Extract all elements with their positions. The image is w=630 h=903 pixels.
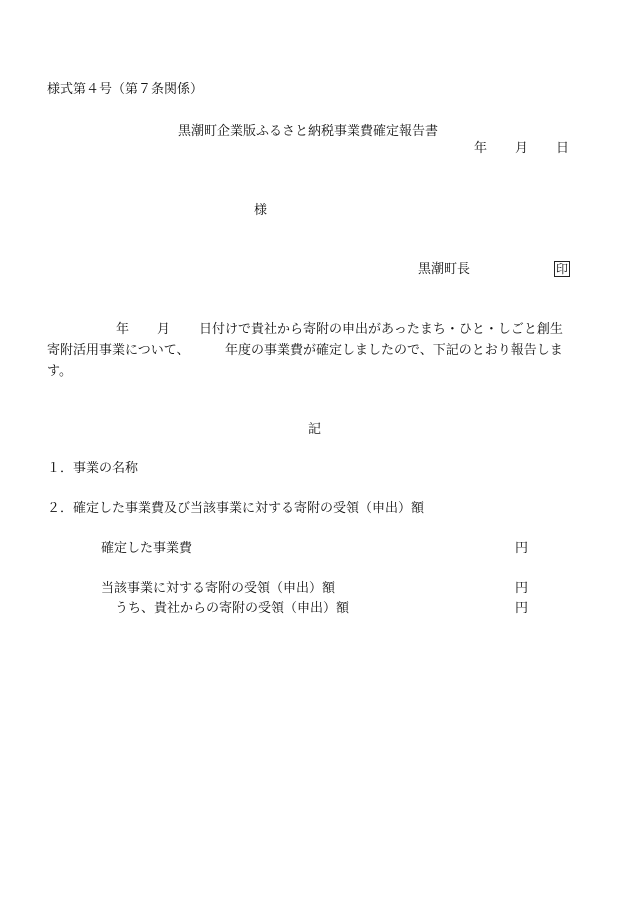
body-line1: 日付けで貴社から寄附の申出があったまち・ひと・しごと創生 xyxy=(199,322,563,337)
seal-mark: 印 xyxy=(556,262,569,276)
seal-box-wrap xyxy=(554,261,570,278)
date-month: 月 xyxy=(515,141,529,156)
body-year: 年 xyxy=(116,322,130,337)
body-line3: す。 xyxy=(47,364,72,379)
amount-unit-donation: 円 xyxy=(515,581,529,596)
amount-label-company-donation: うち、貴社からの寄附の受領（申出）額 xyxy=(115,601,350,616)
amount-unit-confirmed: 円 xyxy=(515,541,529,556)
body-line2-rest: 年度の事業費が確定しましたので、下記のとおり報告しま xyxy=(225,343,563,358)
item-1: １．事業の名称 xyxy=(47,461,139,476)
date-day: 日 xyxy=(556,141,570,156)
date-year: 年 xyxy=(474,141,488,156)
amount-label-confirmed: 確定した事業費 xyxy=(101,541,193,556)
body-line2-start: 寄附活用事業について、 xyxy=(47,343,190,358)
addressee-suffix: 様 xyxy=(254,203,268,218)
amount-unit-company-donation: 円 xyxy=(515,601,529,616)
sender-name: 黒潮町長 xyxy=(418,262,471,277)
document-title: 黒潮町企業版ふるさと納税事業費確定報告書 xyxy=(178,124,439,139)
body-month: 月 xyxy=(157,322,171,337)
amount-label-donation: 当該事業に対する寄附の受領（申出）額 xyxy=(101,581,336,596)
form-number: 様式第４号（第７条関係） xyxy=(47,82,204,97)
ki-heading: 記 xyxy=(308,422,322,437)
item-2: ２．確定した事業費及び当該事業に対する寄附の受領（申出）額 xyxy=(47,501,425,516)
